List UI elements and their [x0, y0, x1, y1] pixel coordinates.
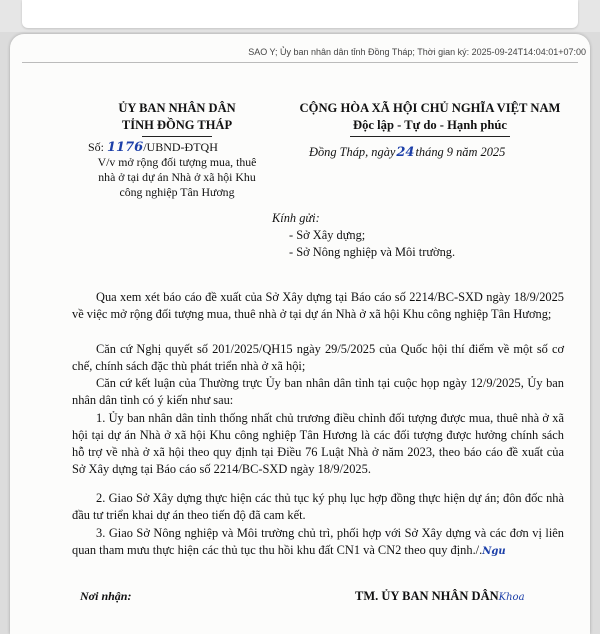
date-suffix: tháng 9 năm 2025 — [415, 145, 506, 159]
signature-block-title — [355, 589, 525, 604]
paragraph-3: Căn cứ kết luận của Thường trực Ủy ban nhân dân tỉnh tại cuộc họp ngày 12/9/2025, Ủy ban nhân dân tỉnh có ý kiến như sau: — [72, 376, 564, 407]
paragraph-6-text: 3. Giao Sở Nông nghiệp và Môi trường chủ trì, phối hợp với Sở Xây dựng và các đơn vị liên quan tham mưu thực hiện các thủ tục thu hồi khu đất CN1 và CN2 theo quy định./. — [72, 526, 564, 557]
paragraph-1: Qua xem xét báo cáo đề xuất của Sở Xây dựng tại Báo cáo số 2214/BC-SXD ngày 18/9/2025 về việc mở rộng đối tượng mua, thuê nhà ở tại dự án Nhà ở xã hội Khu công nghiệp Tân Hương; — [72, 290, 564, 321]
agency-line-1: ỦY BAN NHÂN DÂN — [118, 101, 236, 115]
number-handwritten: 1176 — [107, 140, 144, 155]
date-day-handwritten: 24 — [396, 145, 415, 160]
document-date — [309, 145, 505, 160]
date-prefix: Đồng Tháp, ngày — [309, 145, 396, 159]
agency-line-2: TỈNH ĐỒNG THÁP — [121, 118, 233, 132]
motto-underline — [350, 136, 510, 137]
paragraph-6 — [72, 525, 564, 560]
paragraph-2: Căn cứ Nghị quyết số 201/2025/QH15 ngày 29/5/2025 của Quốc hội thí điểm về một số cơ chế, chính sách đặc thù phát triển nhà ở xã hội; — [72, 342, 564, 373]
national-header — [272, 100, 588, 134]
paragraph-5: 2. Giao Sở Xây dựng thực hiện các thủ tục ký phụ lục hợp đồng thực hiện dự án; đôn đốc nhà đầu tư triển khai dự án theo tiến độ đã cam kết. — [72, 491, 564, 522]
initials-handwritten: Ngu — [482, 546, 506, 557]
previous-page-edge — [22, 0, 578, 28]
agency-name — [72, 100, 282, 134]
national-motto: Độc lập - Tự do - Hạnh phúc — [353, 118, 507, 132]
number-prefix: Số: — [88, 140, 105, 154]
signature-title-text: TM. ỦY BAN NHÂN DÂN — [355, 589, 499, 603]
signature-mark: Khoa — [498, 592, 525, 603]
document-number — [88, 140, 218, 155]
recipient-2: - Sở Nông nghiệp và Môi trường. — [289, 245, 456, 259]
copy-stamp: SAO Y; Ủy ban nhân dân tỉnh Đồng Tháp; Thời gian ký: 2025-09-24T14:04:01+07:00 — [248, 47, 586, 57]
agency-underline — [142, 136, 212, 137]
recipients-label: Kính gửi: — [272, 211, 320, 225]
number-suffix: /UBND-ĐTQH — [143, 140, 218, 154]
recipient-1: - Sở Xây dựng; — [289, 228, 366, 242]
stamp-separator — [22, 62, 578, 63]
national-line-1: CỘNG HÒA XÃ HỘI CHỦ NGHĨA VIỆT NAM — [299, 101, 561, 115]
paragraph-4: 1. Ủy ban nhân dân tỉnh thống nhất chủ trương điều chỉnh đối tượng được mua, thuê nhà ở xã hội tại dự án Nhà ở xã hội Khu công nghiệp Tân Hương là các đối tượng được hưởng chính sách hỗ trợ về nhà ở xã hội theo quy định tại Điều 76 Luật Nhà ở năm 2023, theo báo cáo đề xuất của Sở Xây dựng tại Báo cáo số 2214/BC-SXD ngày 18/9/2025. — [72, 411, 564, 476]
document-subject: V/v mở rộng đối tượng mua, thuê nhà ở tại dự án Nhà ở xã hội Khu công nghiệp Tân Hương — [97, 155, 257, 199]
recipients-footer-label: Nơi nhận: — [80, 589, 132, 603]
